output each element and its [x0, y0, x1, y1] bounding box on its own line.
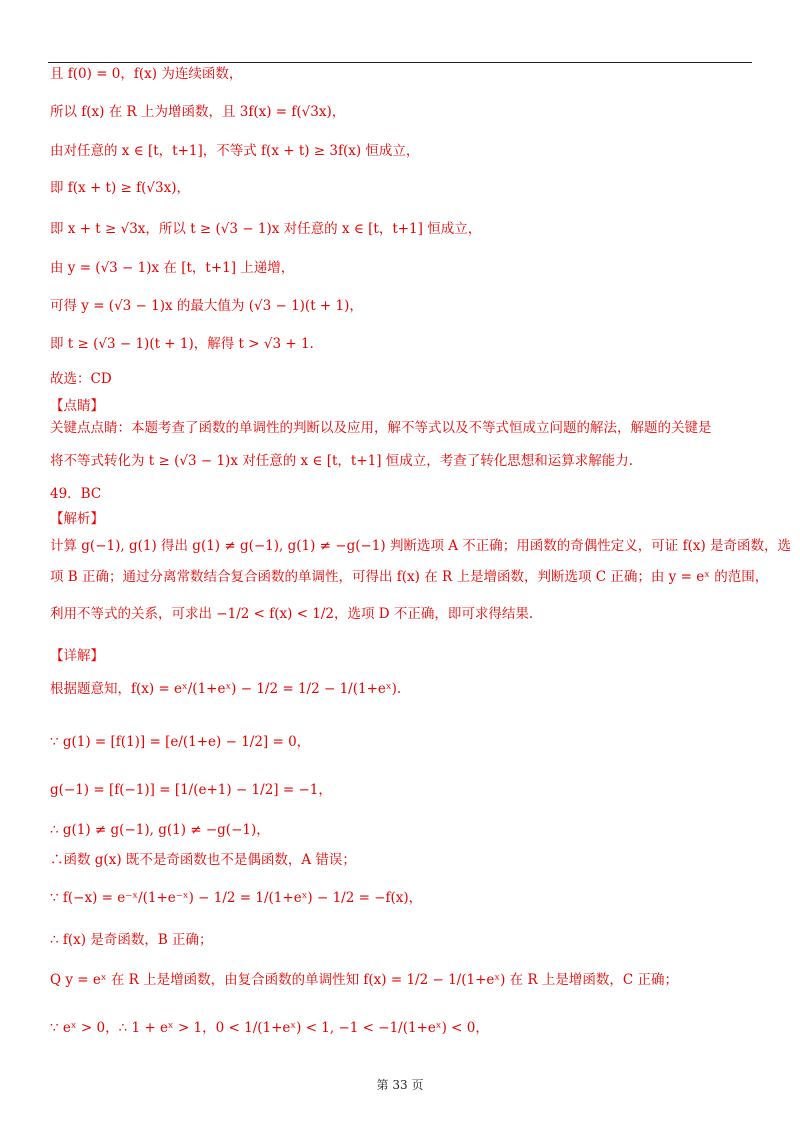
section-heading: 【详解】: [50, 648, 104, 664]
text-line: 将不等式转化为 t ≥ (√3 − 1)x 对任意的 x ∈ [t，t+1] 恒成立，考查了转化思想和运算求解能力.: [50, 453, 634, 469]
text-line: ∴函数 g(x) 既不是奇函数也不是偶函数，A 错误；: [50, 852, 356, 868]
text-line: ∵ eˣ > 0，∴ 1 + eˣ > 1，0 < 1/(1+eˣ) < 1, −1 < −1/(1+eˣ) < 0，: [50, 1020, 489, 1036]
text-line: ∵ f(−x) = e⁻ˣ/(1+e⁻ˣ) − 1/2 = 1/(1+eˣ) − 1/2 = −f(x)，: [50, 890, 423, 906]
page-number: 第 33 页: [376, 1078, 424, 1092]
text-line: 即 f(x + t) ≥ f(√3x)，: [50, 180, 190, 196]
section-heading: 【点睛】: [50, 398, 104, 414]
text-line: 且 f(0) = 0，f(x) 为连续函数，: [50, 66, 243, 82]
text-line: 利用不等式的关系，可求出 −1/2 < f(x) < 1/2，选项 D 不正确，即可求得结果.: [50, 606, 534, 622]
text-line: 由 y = (√3 − 1)x 在 [t，t+1] 上递增，: [50, 260, 295, 276]
text-line: 由对任意的 x ∈ [t，t+1]，不等式 f(x + t) ≥ 3f(x) 恒成立，: [50, 143, 420, 159]
text-line: ∴ f(x) 是奇函数，B 正确；: [50, 932, 213, 948]
question-number: 49．BC: [50, 486, 102, 502]
text-line: 即 t ≥ (√3 − 1)(t + 1)，解得 t > √3 + 1.: [50, 336, 314, 352]
text-line: Q y = eˣ 在 R 上是增函数，由复合函数的单调性知 f(x) = 1/2 − 1/(1+eˣ) 在 R 上是增函数，C 正确；: [50, 972, 679, 988]
text-line: 计算 g(−1), g(1) 得出 g(1) ≠ g(−1), g(1) ≠ −g(−1) 判断选项 A 不正确；用函数的奇偶性定义，可证 f(x) 是奇函数，选: [50, 538, 792, 554]
text-line: 可得 y = (√3 − 1)x 的最大值为 (√3 − 1)(t + 1)，: [50, 298, 363, 314]
text-line: ∵ g(1) = [f(1)] = [e/(1+e) − 1/2] = 0，: [50, 734, 311, 750]
text-line: ∴ g(1) ≠ g(−1), g(1) ≠ −g(−1)，: [50, 822, 270, 838]
text-line: 根据题意知，f(x) = eˣ/(1+eˣ) − 1/2 = 1/2 − 1/(1+eˣ).: [50, 681, 402, 697]
text-line: 关键点点睛：本题考查了函数的单调性的判断以及应用，解不等式以及不等式恒成立问题的解法，解题的关键是: [50, 420, 712, 436]
text-line: 即 x + t ≥ √3x，所以 t ≥ (√3 − 1)x 对任意的 x ∈ [t，t+1] 恒成立，: [50, 221, 482, 237]
text-line: 所以 f(x) 在 R 上为增函数，且 3f(x) = f(√3x)，: [50, 104, 346, 120]
header-rule: [48, 62, 752, 63]
text-line: 项 B 正确；通过分离常数结合复合函数的单调性，可得出 f(x) 在 R 上是增函数，判断选项 C 正确；由 y = eˣ 的范围，: [50, 569, 769, 585]
section-heading: 【解析】: [50, 511, 104, 527]
text-line: 故选：CD: [50, 371, 112, 387]
text-line: g(−1) = [f(−1)] = [1/(e+1) − 1/2] = −1，: [50, 782, 332, 798]
